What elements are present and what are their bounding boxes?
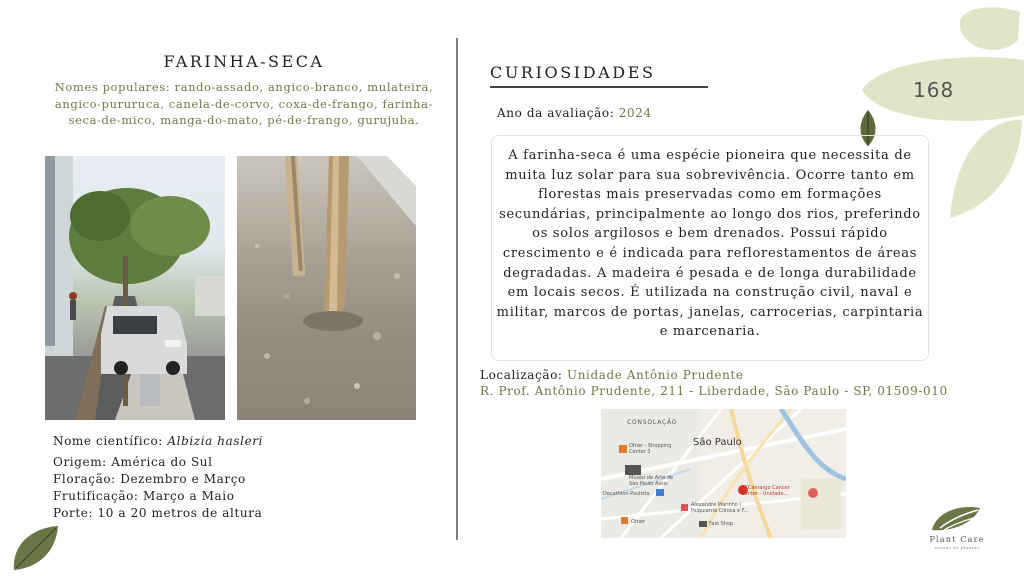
species-info [53,454,262,522]
curiosidades-text: A farinha-seca é uma espécie pioneira que necessita de muita luz solar para sua sobrevivência. Ocorre tanto em florestas mais preservadas como em formações secundárias, principalmente ao longo dos rios, preferindo os solos argilosos e bem drenados. Possui rápido crescimento e é indicada para reflorestamentos de áreas degradadas. A madeira é pesada e de longa durabilidade em locais secos. É utilizada na construção civil, naval e militar, marcos de portas, janelas, carrocerias, carpintaria e marcenaria. [496,148,924,340]
logo-tagline: estudo de plantas [934,545,980,550]
origin: Origem: América do Sul [53,455,213,469]
curiosidades-title: CURIOSIDADES [490,63,656,82]
map-label-ofner: Ofner [631,519,645,525]
evaluation-year: Ano da avaliação: 2024 [497,106,652,120]
flowering: Floração: Dezembro e Março [53,472,246,486]
plant-care-logo-icon [930,502,982,534]
scientific-name: Nome científico: Albizia hasleri [53,434,264,448]
map-label-sao-paulo: São Paulo [693,437,742,448]
scientific-name-value: Albizia hasleri [167,434,264,448]
curiosidades-box [491,135,929,361]
location: Localização: Unidade Antônio Prudente [480,368,744,382]
species-title: FARINHA-SECA [163,52,325,71]
trunk-closeup-photo [237,156,416,420]
logo-name: Plant Care [929,535,985,544]
location-map[interactable] [601,409,846,538]
page-number: 168 [913,78,955,102]
leaf-corner-icon [10,522,60,574]
map-label-fast-shop: Fast Shop [709,521,734,527]
map-label-ofner-shopping: Ofner - Shopping Center 3 [629,443,672,455]
fruiting: Frutificação: Março a Maio [53,489,235,503]
location-address: R. Prof. Antônio Prudente, 211 - Liberdade, São Paulo - SP, 01509-010 [480,384,948,398]
map-label-alexandre: Alexandre Marinho | Psiquiatria Clínica e F... [691,502,749,514]
tree-street-photo [45,156,225,420]
location-unit: Unidade Antônio Prudente [566,368,744,382]
map-label-consolacao: CONSOLAÇÃO [627,419,678,426]
evaluation-year-value: 2024 [618,106,652,120]
popular-names: Nomes populares: rando-assado, angico-branco, mulateira, angico-pururuca, canela-de-corvo, coxa-de-frango, farinha-seca-de-mico, manga-do-mato, pé-de-frango, gurujuba. [54,80,434,127]
map-label-museu: Museu de Arte de São Paulo Assis [629,475,674,487]
size: Porte: 10 a 20 metros de altura [53,506,263,520]
curiosidades-underline [490,86,708,88]
map-label-decathlon: Decathlon Paulista [603,491,650,497]
column-divider [456,38,458,540]
map-label-accamargo: ACCamargo Cancer Center - Unidade... [741,485,790,497]
